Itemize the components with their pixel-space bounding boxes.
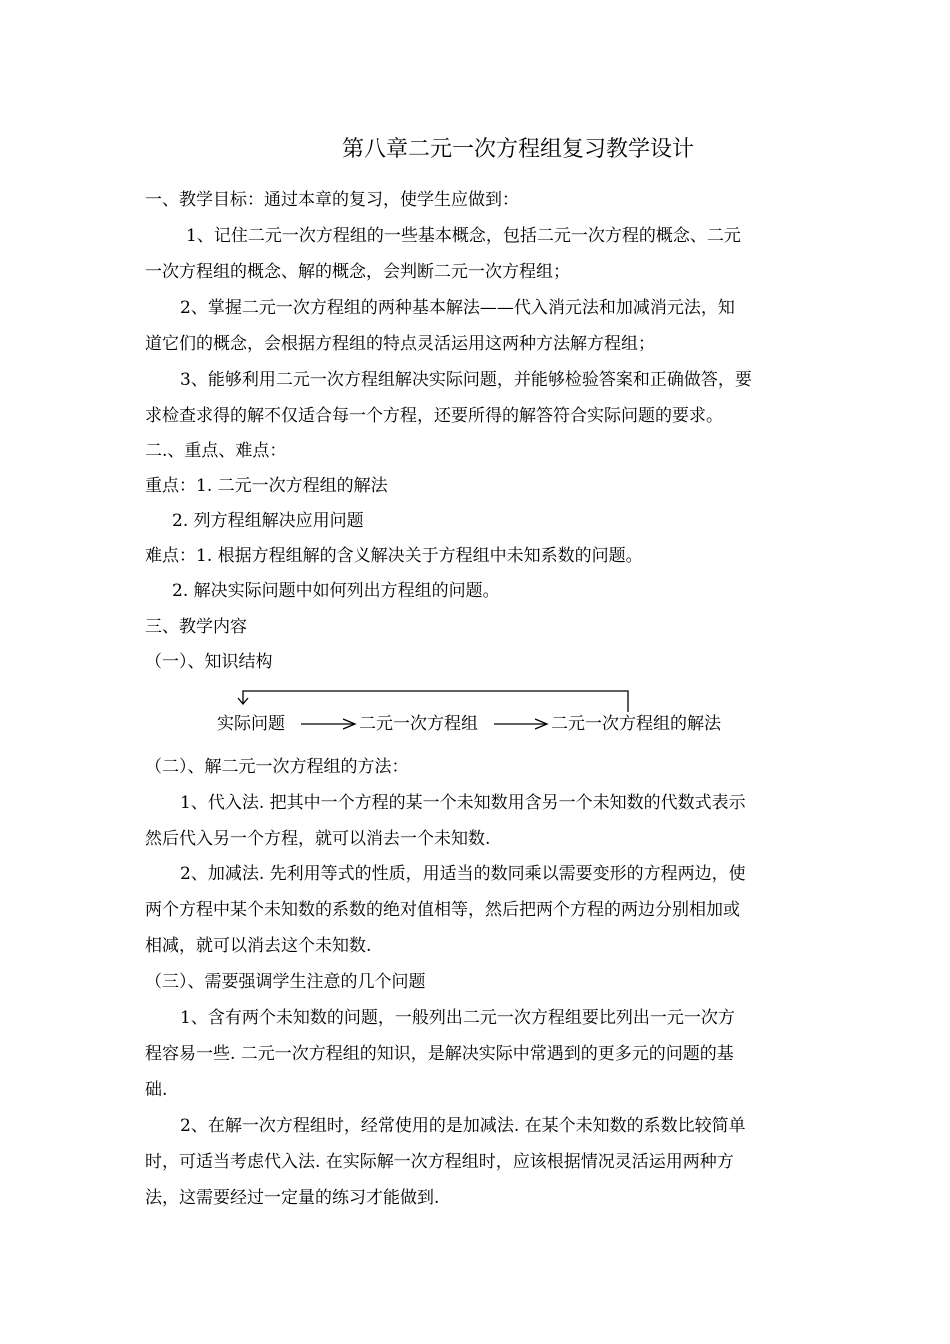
note-2-line-1: 2、在解一次方程组时，经常使用的是加减法. 在某个未知数的系数比较简单 — [180, 1116, 746, 1136]
goal-1-line-1: 1、记住二元一次方程组的一些基本概念，包括二元一次方程的概念、二元 — [186, 226, 741, 246]
method-2-line-2: 两个方程中某个未知数的系数的绝对值相等，然后把两个方程的两边分别相加或 — [145, 900, 740, 920]
note-1-line-3: 础. — [145, 1080, 168, 1100]
diagram-node-solution-methods: 二元一次方程组的解法 — [551, 714, 721, 734]
method-1-line-2: 然后代入另一个方程，就可以消去一个未知数. — [145, 829, 491, 849]
goal-3-line-2: 求检查求得的解不仅适合每一个方程，还要所得的解答符合实际问题的要求。 — [145, 406, 723, 426]
section-3-heading: 三、教学内容 — [145, 617, 247, 637]
subsection-1-heading: （一）、知识结构 — [145, 652, 273, 672]
page-title: 第八章二元一次方程组复习教学设计 — [341, 137, 694, 162]
section-1-heading: 一、教学目标：通过本章的复习，使学生应做到： — [145, 190, 519, 210]
diagram-node-practical-problem: 实际问题 — [217, 714, 285, 734]
goal-2-line-1: 2、掌握二元一次方程组的两种基本解法——代入消元法和加减消元法，知 — [180, 298, 735, 318]
feedback-connector — [243, 691, 628, 712]
section-2-heading: 二.、重点、难点： — [145, 441, 287, 461]
diagram-node-equation-system: 二元一次方程组 — [359, 714, 478, 734]
difficulty-1: 难点：1. 根据方程组解的含义解决关于方程组中未知系数的问题。 — [145, 546, 643, 566]
method-2-line-1: 2、加减法. 先利用等式的性质，用适当的数同乘以需要变形的方程两边，使 — [180, 864, 746, 884]
goal-3-line-1: 3、能够利用二元一次方程组解决实际问题，并能够检验答案和正确做答，要 — [180, 370, 752, 390]
note-2-line-3: 法，这需要经过一定量的练习才能做到. — [145, 1188, 440, 1208]
method-1-line-1: 1、代入法. 把其中一个方程的某一个未知数用含另一个未知数的代数式表示 — [180, 793, 746, 813]
note-1-line-1: 1、含有两个未知数的问题，一般列出二元一次方程组要比列出一元一次方 — [180, 1008, 735, 1028]
subsection-2-heading: （二）、解二元一次方程组的方法： — [145, 757, 409, 777]
difficulty-2: 2. 解决实际问题中如何列出方程组的问题。 — [172, 581, 500, 601]
note-1-line-2: 程容易一些. 二元一次方程组的知识，是解决实际中常遇到的更多元的问题的基 — [145, 1044, 734, 1064]
goal-1-line-2: 一次方程组的概念、解的概念，会判断二元一次方程组； — [145, 262, 570, 282]
note-2-line-2: 时，可适当考虑代入法. 在实际解一次方程组时，应该根据情况灵活运用两种方 — [145, 1152, 734, 1172]
method-2-line-3: 相减，就可以消去这个未知数. — [145, 936, 372, 956]
key-point-1: 重点：1. 二元一次方程组的解法 — [145, 476, 388, 496]
goal-2-line-2: 道它们的概念，会根据方程组的特点灵活运用这两种方法解方程组； — [145, 334, 655, 354]
key-point-2: 2. 列方程组解决应用问题 — [172, 511, 364, 531]
subsection-3-heading: （三）、需要强调学生注意的几个问题 — [145, 972, 426, 992]
